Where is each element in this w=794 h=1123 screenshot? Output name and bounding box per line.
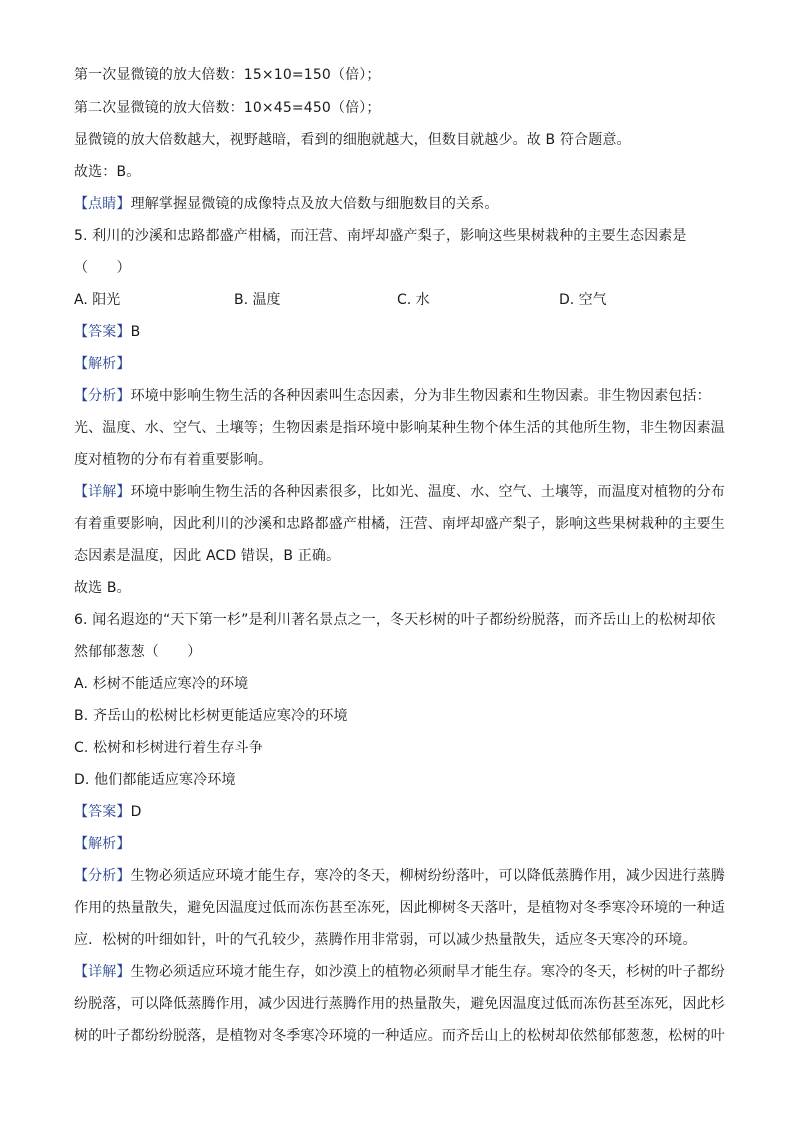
q6-option-c: C. 松树和杉树进行着生存斗争 <box>74 740 263 756</box>
q5-option-c: C. 水 <box>397 292 430 308</box>
detail-tag: 【详解】 <box>74 964 131 980</box>
detail-text: 环境中影响生物生活的各种因素很多，比如光、温度、水、空气、土壤等，而温度对植物的分布 <box>130 484 725 500</box>
detail-tag: 【详解】 <box>74 484 131 500</box>
fenxi-text: 环境中影响生物生活的各种因素叫生态因素，分为非生物因素和生物因素。非生物因素包括： <box>130 388 711 404</box>
q6-analysis-tag: 【解析】 <box>74 836 131 852</box>
answer-tag: 【答案】 <box>74 804 131 820</box>
q5-answer <box>74 323 720 341</box>
q6-option-a: A. 杉树不能适应寒冷的环境 <box>74 676 249 692</box>
answer-tag: 【答案】 <box>74 324 131 340</box>
text-line: 第一次显微镜的放大倍数：15×10=150（倍）； <box>74 67 381 83</box>
q5-fenxi-line-1 <box>74 387 720 405</box>
q5-fenxi-line-2: 光、温度、水、空气、土壤等；生物因素是指环境中影响某种生物个体生活的其他所生物，非生物因素温 <box>74 420 725 436</box>
q5-stem-line-1: 5. 利川的沙溪和忠路都盛产柑橘，而汪营、南坪却盛产梨子，影响这些果树栽种的主要生态因素是 <box>74 228 687 244</box>
q6-detail-line-3: 树的叶子都纷纷脱落，是植物对冬季寒冷环境的一种适应。而齐岳山上的松树却依然郁郁葱葱，松树的叶 <box>74 1028 725 1044</box>
q5-option-b: B. 温度 <box>234 292 281 308</box>
point-tag: 【点睛】 <box>74 196 131 212</box>
q6-detail-line-1 <box>74 963 725 981</box>
q5-fenxi-line-3: 度对植物的分布有着重要影响。 <box>74 452 273 468</box>
text-line: 故选：B。 <box>74 164 141 180</box>
q6-fenxi-line-3: 应．松树的叶细如针，叶的气孔较少，蒸腾作用非常弱，可以减少热量散失，适应冬天寒冷的环境。 <box>74 932 697 948</box>
answer-value: D <box>130 804 142 820</box>
q6-option-b: B. 齐岳山的松树比杉树更能适应寒冷的环境 <box>74 708 348 724</box>
fenxi-text: 生物必须适应环境才能生存，寒冷的冬天，柳树纷纷落叶，可以降低蒸腾作用，减少因进行蒸腾 <box>130 868 725 884</box>
q6-answer <box>74 803 720 821</box>
q6-fenxi-line-2: 作用的热量散失，避免因温度过低而冻伤甚至冻死，因此柳树冬天落叶，是植物对冬季寒冷环境的一种适 <box>74 900 725 916</box>
fenxi-tag: 【分析】 <box>74 868 131 884</box>
answer-value: B <box>130 324 141 340</box>
q5-detail-line-2: 有着重要影响，因此利川的沙溪和忠路都盛产柑橘，汪营、南坪却盛产梨子，影响这些果树栽种的主要生 <box>74 516 725 532</box>
fenxi-tag: 【分析】 <box>74 388 131 404</box>
q5-detail-line-3: 态因素是温度，因此 ACD 错误，B 正确。 <box>74 548 341 564</box>
q5-stem-line-2: （ ） <box>74 260 131 276</box>
q6-detail-line-2: 纷脱落，可以降低蒸腾作用，减少因进行蒸腾作用的热量散失，避免因温度过低而冻伤甚至冻死，因此杉 <box>74 996 725 1012</box>
q6-option-d: D. 他们都能适应寒冷环境 <box>74 772 236 788</box>
q6-fenxi-line-1 <box>74 867 725 885</box>
text-line: 第二次显微镜的放大倍数：10×45=450（倍）； <box>74 100 381 116</box>
q5-detail-line-1 <box>74 483 725 501</box>
detail-text: 生物必须适应环境才能生存，如沙漠上的植物必须耐旱才能生存。寒冷的冬天，杉树的叶子都纷 <box>130 964 725 980</box>
q6-stem-line-1: 6. 闻名遐迩的“天下第一杉”是利川著名景点之一，冬天杉树的叶子都纷纷脱落，而齐岳山上的松树却依 <box>74 612 716 628</box>
q5-choose: 故选 B。 <box>74 580 131 596</box>
q5-analysis-tag: 【解析】 <box>74 356 131 372</box>
q6-stem-line-2: 然郁郁葱葱（ ） <box>74 644 202 660</box>
point-paragraph <box>74 195 720 213</box>
point-text: 理解掌握显微镜的成像特点及放大倍数与细胞数目的关系。 <box>130 196 499 212</box>
q5-option-d: D. 空气 <box>559 292 607 308</box>
q5-option-a: A. 阳光 <box>74 292 121 308</box>
text-line: 显微镜的放大倍数越大，视野越暗，看到的细胞就越大，但数目就越少。故 B 符合题意。 <box>74 132 631 148</box>
